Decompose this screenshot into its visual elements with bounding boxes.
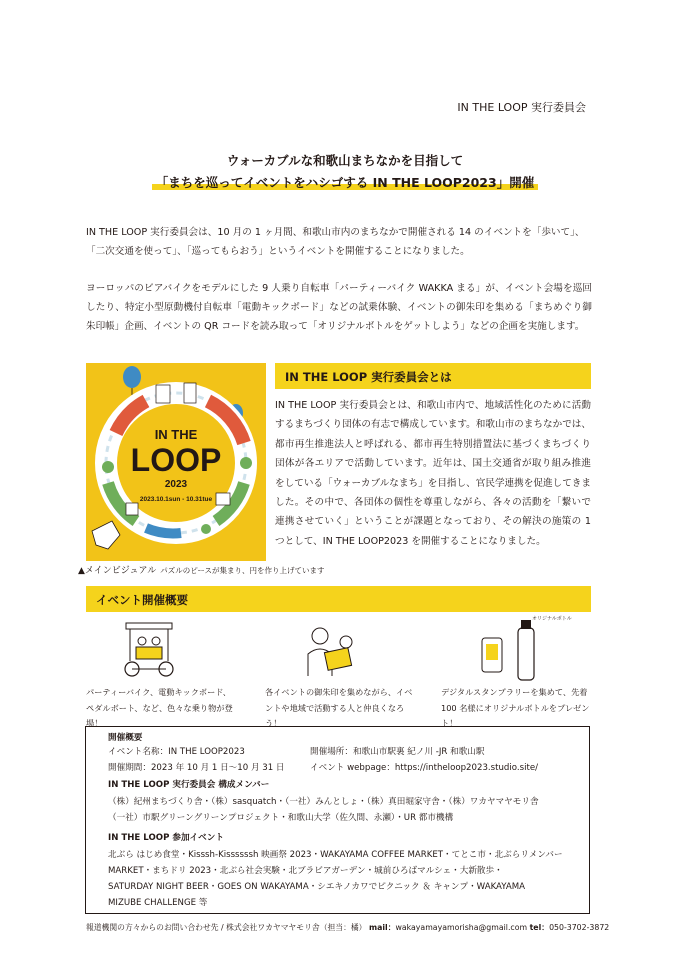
- info-title: 開催概要: [108, 733, 143, 743]
- footer-contact: [86, 922, 609, 933]
- main-visual: [86, 363, 266, 561]
- footer-contact-text: 報道機関の方々からのお問い合わせ先 / 株式会社ワカヤマヤモリ舎（担当：橘）: [86, 923, 367, 932]
- intro-paragraph-2: ヨーロッパのビアバイクをモデルにした 9 人乗り自転車「パーティーバイク WAKKA まる」が、イベント会場を巡回したり、特定小型原動機付自転車「電動キックボード」などの試乗体験、イベントの御朱印を集める「まちめぐり御朱印帳」企画、イベントの QR コードを読み取って「オリジナルボトルをゲットしよう」などの企画を実施します。: [86, 283, 592, 332]
- goshuin-illustration: [300, 622, 360, 680]
- feature-vehicles: パーティーバイク、電動キックボード、ペダルボート、など、色々な乗り物が登場！: [86, 687, 233, 728]
- events-line-3: SATURDAY NIGHT BEER・GOES ON WAKAYAMA・シエキノカワでピクニック ＆ キャンプ・WAKAYAMA: [108, 882, 526, 892]
- info-period: 開催期間：2023 年 10 月 1 日〜10 月 31 日: [108, 763, 285, 773]
- feature-goshuin: 各イベントの御朱印を集めながら、イベントや地域で活動する人と仲良くなろう！: [265, 687, 413, 728]
- members-title: IN THE LOOP 実行委員会 構成メンバー: [108, 780, 270, 790]
- intro-paragraph-1: IN THE LOOP 実行委員会は、10 月の 1 ヶ月間、和歌山市内のまちなかで開催される 14 のイベントを「歩いて」、「二次交通を使って」、「巡ってもらおう」というイベントを開催することになりました。: [86, 227, 585, 257]
- footer-tel-label: tel：: [529, 923, 550, 932]
- main-visual-illustration: [86, 363, 266, 561]
- events-title: IN THE LOOP 参加イベント: [108, 833, 224, 843]
- party-bike-illustration: [118, 619, 180, 681]
- visual-title-main: LOOP: [130, 442, 222, 478]
- headline-line1: ウォーカブルな和歌山まちなかを目指して: [226, 153, 464, 168]
- members-line-2: （一社）市駅グリーングリーンプロジェクト・和歌山大学（佐久間、永瀬）・UR 都市機構: [108, 813, 454, 823]
- members-line-1: （株）紀州まちづくり舎・（株）sasquatch・（一社）みんとしょ・（株）真田堀家守舎・（株）ワカヤマヤモリ舎: [108, 797, 539, 807]
- headline-line2: [0, 172, 690, 191]
- visual-caption-sub: パズルのピースが集まり、円を作り上げています: [160, 566, 325, 575]
- events-line-4: MIZUBE CHALLENGE 等: [108, 898, 208, 908]
- events-line-2: MARKET・まちドリ 2023・北ぶら社会実験・北ブラビアガーデン・城前ひろばマルシェ・大新散歩・: [108, 866, 503, 876]
- footer-tel: 050-3702-3872: [549, 923, 610, 932]
- footer-mail-label: mail：: [368, 923, 396, 932]
- overview-heading-bar: [86, 586, 591, 612]
- bottle-illustration: [478, 612, 572, 684]
- visual-caption-main: ▲メインビジュアル: [78, 566, 157, 576]
- overview-heading: イベント開催概要: [96, 593, 188, 607]
- organization-name: IN THE LOOP 実行委員会: [457, 101, 586, 114]
- info-webpage[interactable]: イベント webpage：https://intheloop2023.studio.site/: [310, 763, 539, 773]
- visual-caption: [78, 563, 325, 576]
- visual-year: 2023: [164, 479, 188, 490]
- visual-dates: 2023.10.1sun - 10.31tue: [139, 496, 213, 503]
- about-heading: IN THE LOOP 実行委員会とは: [285, 370, 452, 384]
- footer-mail[interactable]: wakayamayamorisha@gmail.com: [395, 923, 528, 932]
- about-heading-bar: [275, 363, 591, 389]
- headline-line2-text: 「まちを巡ってイベントをハシゴする IN THE LOOP2023」開催: [152, 175, 538, 190]
- events-line-1: 北ぶら はじめ食堂・Kisssh-Kissssssh 映画祭 2023・WAKAYAMA COFFEE MARKET・てとこ市・北ぶらリメンバー: [108, 850, 563, 860]
- feature-stamp-rally: デジタルスタンプラリーを集めて、先着 100 名様にオリジナルボトルをプレゼント！: [441, 687, 590, 728]
- info-venue: 開催場所：和歌山市駅裏 紀ノ川 -JR 和歌山駅: [310, 747, 485, 757]
- info-event-name: イベント名称：IN THE LOOP2023: [108, 747, 245, 757]
- bottle-label: オリジナルボトル: [532, 616, 572, 622]
- about-text: IN THE LOOP 実行委員会とは、和歌山市内で、地域活性化のために活動するまちづくり団体の有志で構成しています。和歌山市のまちなかでは、都市再生推進法人と呼ばれる、都市再生特別措置法に基づくまちづくり団体が各エリアで活動しています。近年は、国土交通省が取り組み推進をしている「ウォーカブルなまち」を目指し、官民学連携を促進してきました。その中で、各団体の個性を尊重しながら、各々の活動を「繋いで連携させていく」ということが課題となっており、その解決の施策の 1 つとして、IN THE LOOP2023 を開催することになりました。: [275, 400, 591, 547]
- visual-title-top: IN THE: [154, 427, 198, 442]
